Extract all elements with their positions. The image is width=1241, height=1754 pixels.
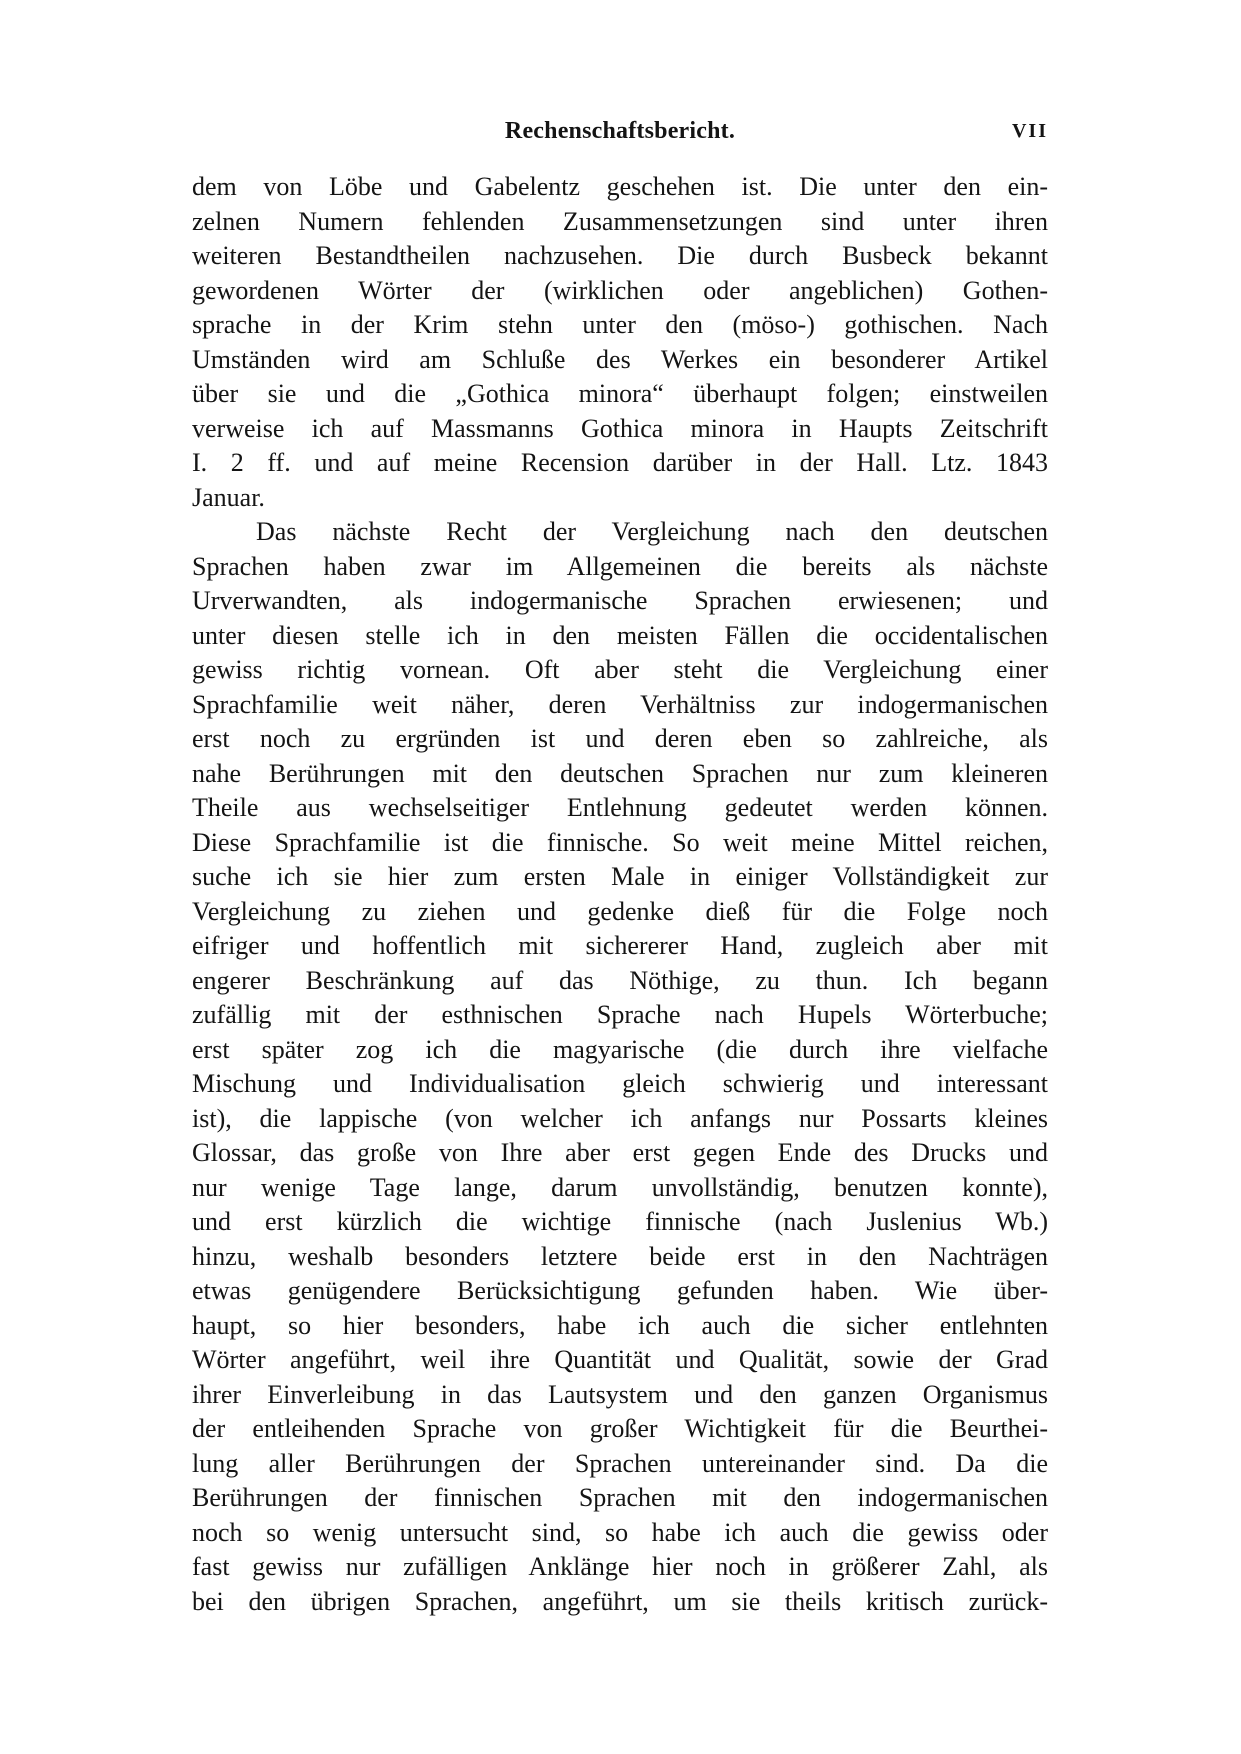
text-line: verweise ich auf Massmanns Gothica minora in Haupts Zeitschrift: [192, 413, 1048, 443]
text-line: engerer Beschränkung auf das Nöthige, zu thun. Ich begann: [192, 965, 1048, 995]
text-line: haupt, so hier besonders, habe ich auch die sicher entlehnten: [192, 1310, 1048, 1340]
text-line: ihrer Einverleibung in das Lautsystem und den ganzen Organismus: [192, 1379, 1048, 1409]
text-line: bei den übrigen Sprachen, angeführt, um sie theils kritisch zurück-: [192, 1586, 1048, 1616]
text-line: nur wenige Tage lange, darum unvollständig, benutzen konnte),: [192, 1172, 1048, 1202]
text-line: Theile aus wechselseitiger Entlehnung gedeutet werden können.: [192, 793, 1048, 822]
text-line: Sprachen haben zwar im Allgemeinen die bereits als nächste: [192, 551, 1048, 581]
text-line: Berührungen der finnischen Sprachen mit den indogermanischen: [192, 1483, 1048, 1512]
text-line: noch so wenig untersucht sind, so habe ich auch die gewiss oder: [192, 1517, 1048, 1547]
text-line: nahe Berührungen mit den deutschen Sprachen nur zum kleineren: [192, 758, 1048, 788]
text-line: Diese Sprachfamilie ist die finnische. So weit meine Mittel reichen,: [192, 827, 1048, 857]
text-line: erst später zog ich die magyarische (die durch ihre vielfache: [192, 1034, 1048, 1064]
text-line: fast gewiss nur zufälligen Anklänge hier noch in größerer Zahl, als: [192, 1552, 1048, 1581]
body-text: [192, 170, 1048, 1619]
text-line: der entleihenden Sprache von großer Wichtigkeit für die Beurthei-: [192, 1414, 1048, 1443]
text-line: Vergleichung zu ziehen und gedenke dieß für die Folge noch: [192, 896, 1048, 926]
text-line: Urverwandten, als indogermanische Sprachen erwiesenen; und: [192, 586, 1048, 615]
text-line: über sie und die „Gothica minora“ überhaupt folgen; einstweilen: [192, 379, 1048, 408]
text-line: Sprachfamilie weit näher, deren Verhältniss zur indogermanischen: [192, 689, 1048, 719]
text-line: Glossar, das große von Ihre aber erst gegen Ende des Drucks und: [192, 1138, 1048, 1167]
text-line: weiteren Bestandtheilen nachzusehen. Die durch Busbeck bekannt: [192, 241, 1048, 270]
text-line: erst noch zu ergründen ist und deren eben so zahlreiche, als: [192, 724, 1048, 753]
text-line: dem von Löbe und Gabelentz geschehen ist. Die unter den ein-: [192, 172, 1048, 201]
text-line: eifriger und hoffentlich mit sichererer Hand, zugleich aber mit: [192, 931, 1048, 960]
text-line: lung aller Berührungen der Sprachen untereinander sind. Da die: [192, 1448, 1048, 1478]
text-line: zelnen Numern fehlenden Zusammensetzungen sind unter ihren: [192, 206, 1048, 236]
text-line: Umständen wird am Schluße des Werkes ein besonderer Artikel: [192, 344, 1048, 374]
text-line: gewordenen Wörter der (wirklichen oder angeblichen) Gothen-: [192, 275, 1048, 305]
text-line: sprache in der Krim stehn unter den (möso-) gothischen. Nach: [192, 310, 1048, 339]
text-line: I. 2 ff. und auf meine Recension darüber in der Hall. Ltz. 1843: [192, 448, 1048, 477]
page-number: VII: [1011, 120, 1048, 142]
text-line: und erst kürzlich die wichtige finnische (nach Juslenius Wb.): [192, 1207, 1048, 1236]
page-header: [192, 118, 1048, 148]
text-line: Mischung und Individualisation gleich schwierig und interessant: [192, 1069, 1048, 1098]
text-line: ist), die lappische (von welcher ich anfangs nur Possarts kleines: [192, 1103, 1048, 1133]
paragraph-start-line: Das nächste Recht der Vergleichung nach den deutschen: [256, 517, 1048, 546]
text-line: hinzu, weshalb besonders letztere beide erst in den Nachträgen: [192, 1241, 1048, 1271]
text-line: Januar.: [192, 482, 265, 512]
text-line: unter diesen stelle ich in den meisten Fällen die occidentalischen: [192, 620, 1048, 650]
text-line: zufällig mit der esthnischen Sprache nach Hupels Wörterbuche;: [192, 1000, 1048, 1029]
running-title: Rechenschaftsbericht.: [504, 118, 736, 144]
text-line: gewiss richtig vornean. Oft aber steht die Vergleichung einer: [192, 655, 1048, 684]
text-line: suche ich sie hier zum ersten Male in einiger Vollständigkeit zur: [192, 862, 1048, 891]
text-line: Wörter angeführt, weil ihre Quantität und Qualität, sowie der Grad: [192, 1345, 1048, 1374]
text-line: etwas genügendere Berücksichtigung gefunden haben. Wie über-: [192, 1276, 1048, 1305]
